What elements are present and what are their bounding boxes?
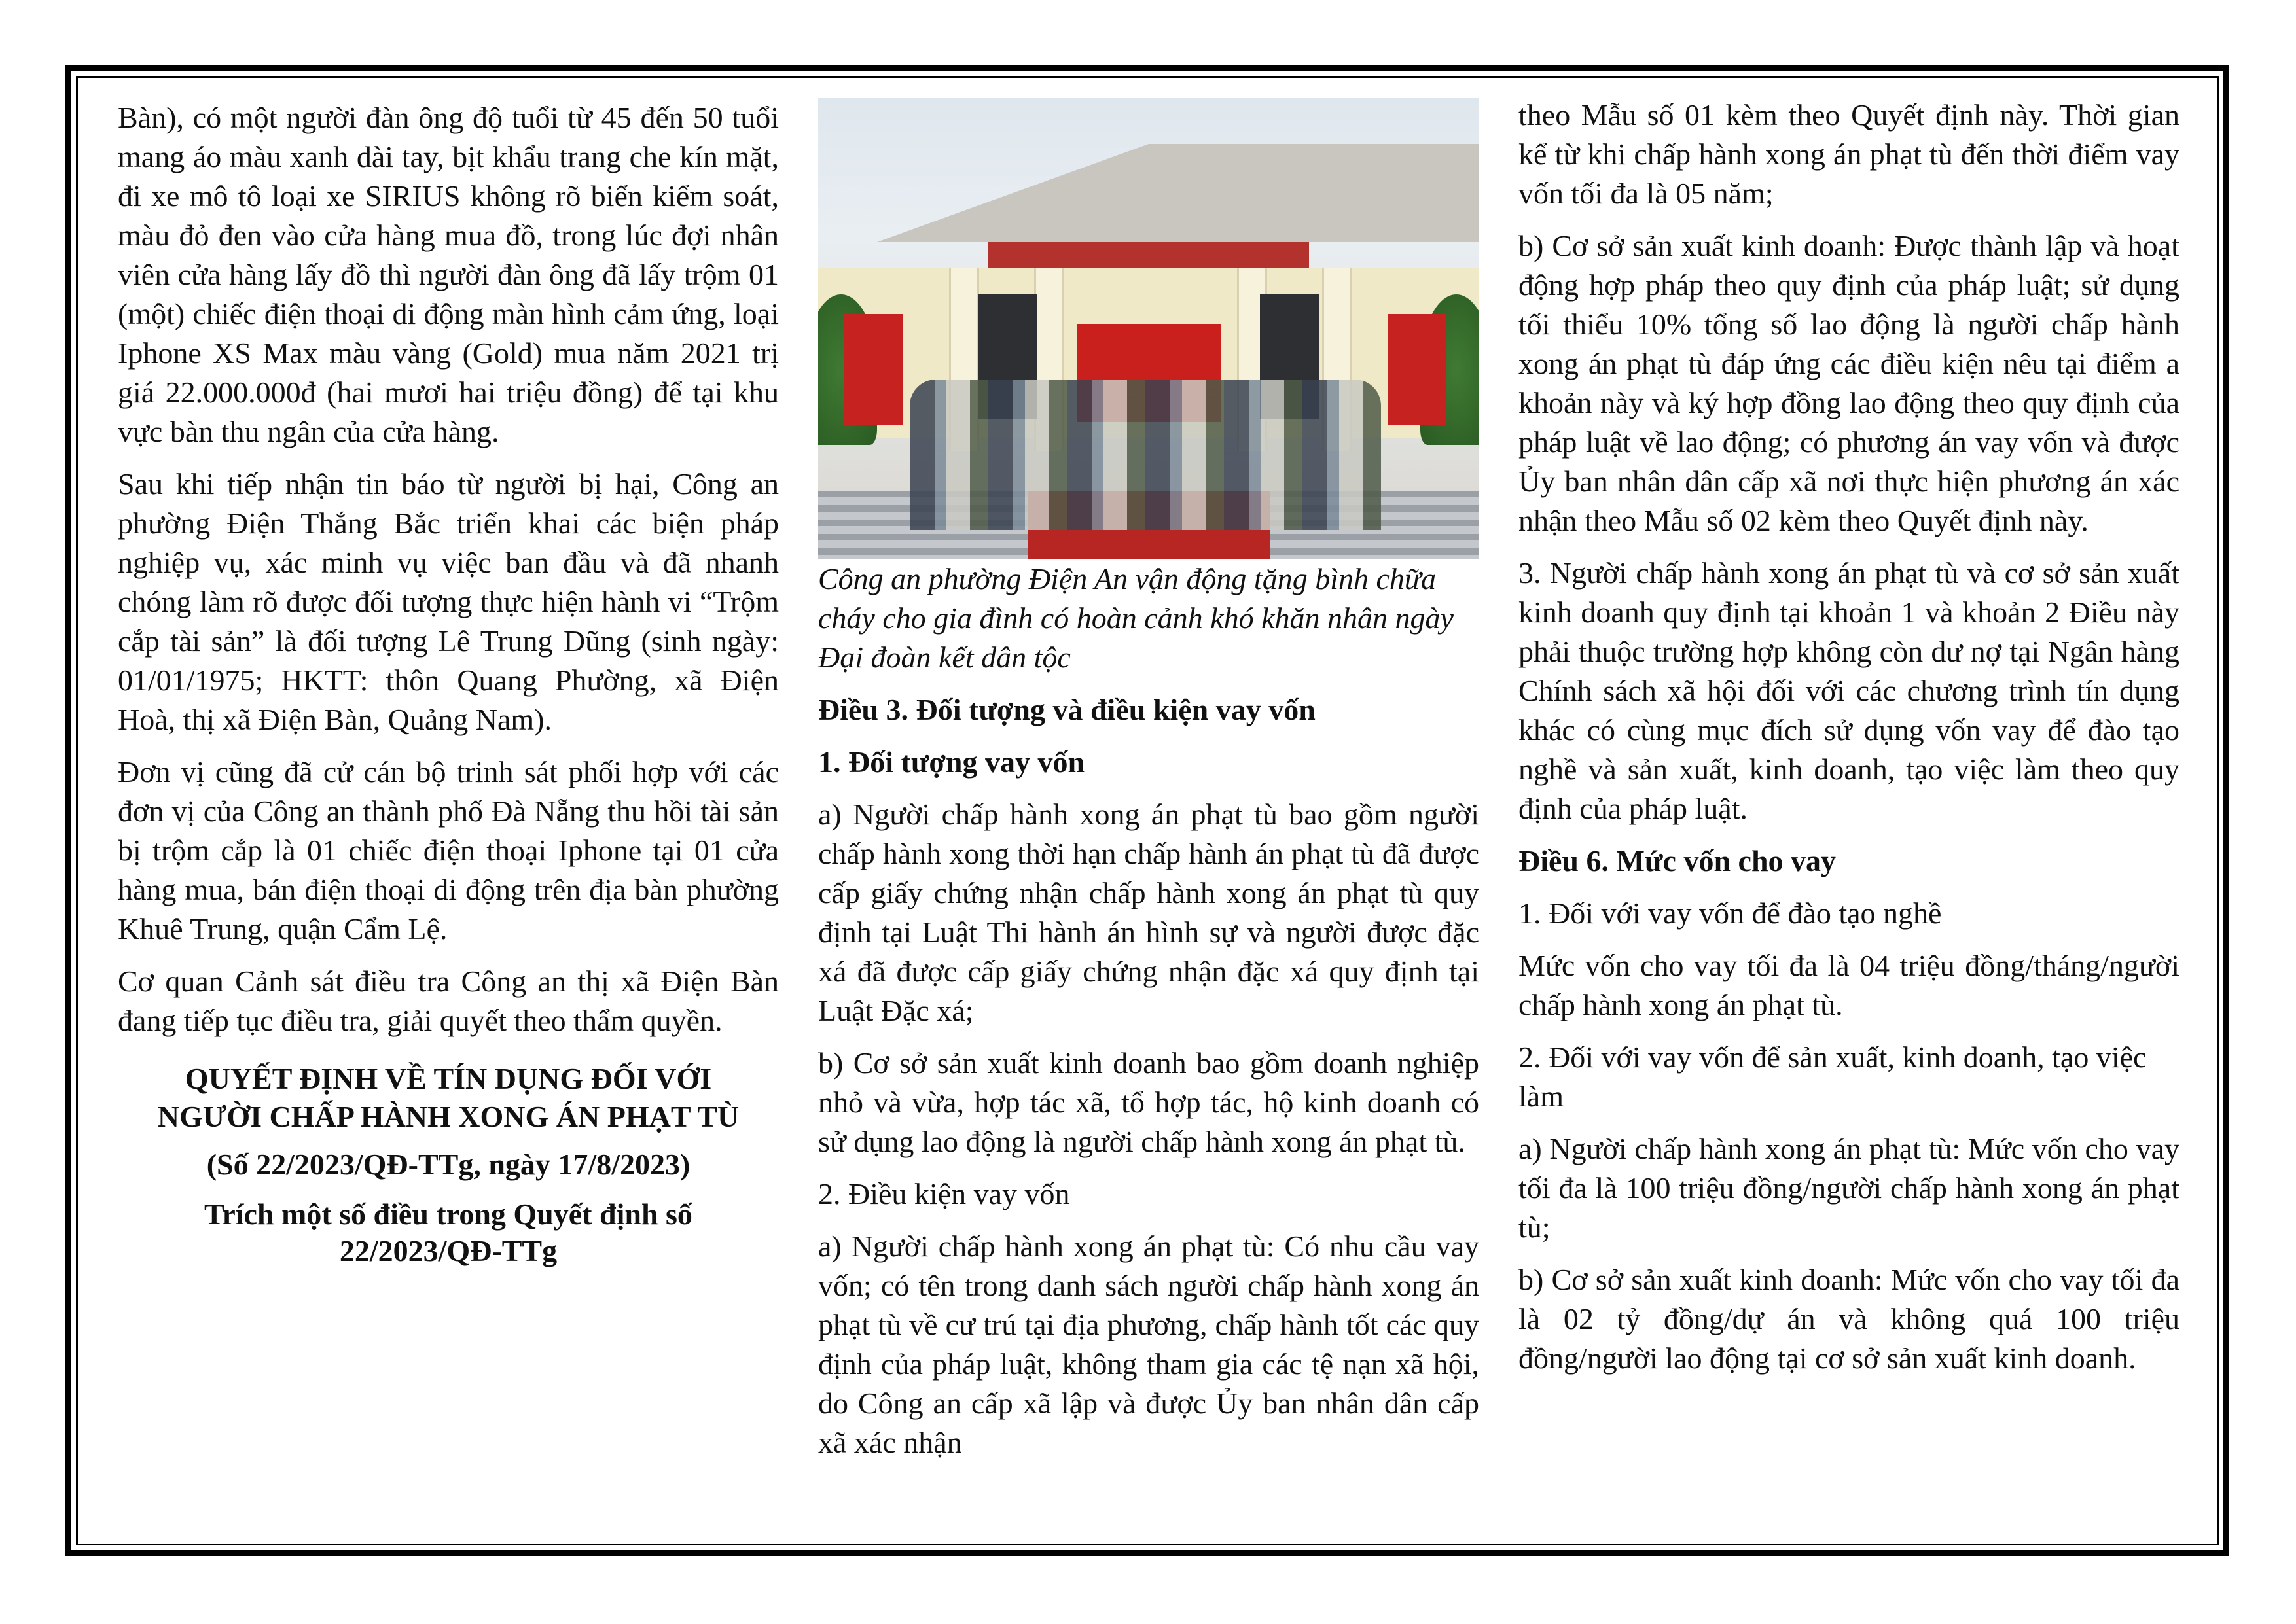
paragraph: 1. Đối với vay vốn để đào tạo nghề xyxy=(1518,896,1942,930)
paragraph: Đơn vị cũng đã cử cán bộ trinh sát phối hợp với các đơn vị của Công an thành phố Đà Nẵng thu hồi tài sản bị trộm cắp là 01 chiếc điện thoại Iphone tại 01 cửa hàng mua, bán điện thoại di động trên địa bàn phường Khuê Trung, quận Cẩm Lệ. xyxy=(118,755,779,945)
paragraph: b) Cơ sở sản xuất kinh doanh: Mức vốn cho vay tối đa là 02 tỷ đồng/dự án và không quá 100 triệu đồng/người lao động tại cơ sở sản xuất kinh doanh. xyxy=(1518,1263,2179,1375)
column-2 xyxy=(818,98,1479,1475)
decision-excerpt-note: Trích một số điều trong Quyết định số 22/2023/QĐ-TTg xyxy=(204,1197,692,1267)
paragraph: 3. Người chấp hành xong án phạt tù và cơ sở sản xuất kinh doanh quy định tại khoản 1 và khoản 2 Điều này phải thuộc trường hợp không còn dư nợ tại Ngân hàng Chính sách xã hội đối với các chương trình tín dụng khác có cùng mục đích sử dụng vốn vay để đào tạo nghề và sản xuất, kinh doanh, tạo việc làm theo quy định của pháp luật. xyxy=(1518,556,2179,825)
paragraph: theo Mẫu số 01 kèm theo Quyết định này. Thời gian kể từ khi chấp hành xong án phạt tù đến thời điểm vay vốn tối đa là 05 năm; xyxy=(1518,98,2179,210)
photo-caption: Công an phường Điện An vận động tặng bình chữa cháy cho gia đình có hoàn cảnh khó khăn nhân ngày Đại đoàn kết dân tộc xyxy=(818,562,1454,674)
decision-heading: QUYẾT ĐỊNH VỀ TÍN DỤNG ĐỐI VỚI NGƯỜI CHẤP HÀNH XONG ÁN PHẠT TÙ xyxy=(157,1062,740,1133)
decision-number: (Số 22/2023/QĐ-TTg, ngày 17/8/2023) xyxy=(206,1148,691,1181)
paragraph: Sau khi tiếp nhận tin báo từ người bị hại, Công an phường Điện Thắng Bắc triển khai các biện pháp nghiệp vụ, xác minh vụ việc ban đầu và đã nhanh chóng làm rõ được đối tượng thực hiện hành vi “Trộm cắp tài sản” là đối tượng Lê Trung Dũng (sinh ngày: 01/01/1975; HKTT: thôn Quang Phường, xã Điện Hoà, thị xã Điện Bàn, Quảng Nam). xyxy=(118,467,779,736)
section-2-title: 2. Điều kiện vay vốn xyxy=(818,1177,1070,1210)
column-3 xyxy=(1518,96,2179,1391)
paragraph: a) Người chấp hành xong án phạt tù: Mức vốn cho vay tối đa là 100 triệu đồng/người chấp hành xong án phạt tù; xyxy=(1518,1132,2179,1244)
paragraph: b) Cơ sở sản xuất kinh doanh bao gồm doanh nghiệp nhỏ và vừa, hợp tác xã, tổ hợp tác, hộ kinh doanh có sử dụng lao động là người chấp hành xong án phạt tù. xyxy=(818,1046,1479,1158)
paragraph: a) Người chấp hành xong án phạt tù: Có nhu cầu vay vốn; có tên trong danh sách người chấp hành xong án phạt tù về cư trú tại địa phương, chấp hành tốt các quy định của pháp luật, không tham gia các tệ nạn xã hội, do Công an cấp xã lập và được Ủy ban nhân dân cấp xã xác nhận xyxy=(818,1229,1479,1459)
article-3-title: Điều 3. Đối tượng và điều kiện vay vốn xyxy=(818,693,1316,726)
paragraph: Cơ quan Cảnh sát điều tra Công an thị xã Điện Bàn đang tiếp tục điều tra, giải quyết theo thẩm quyền. xyxy=(118,964,779,1037)
paragraph: a) Người chấp hành xong án phạt tù bao gồm người chấp hành xong thời hạn chấp hành án phạt tù đã được cấp giấy chứng nhận chấp hành xong án phạt tù quy định tại Luật Thi hành án hình sự và người được đặc xá đã được cấp giấy chứng nhận đặc xá quy định tại Luật Đặc xá; xyxy=(818,798,1479,1027)
event-photo xyxy=(818,98,1479,559)
paragraph: 2. Đối với vay vốn để sản xuất, kinh doanh, tạo việc làm xyxy=(1518,1040,2147,1113)
paragraph: Mức vốn cho vay tối đa là 04 triệu đồng/tháng/người chấp hành xong án phạt tù. xyxy=(1518,949,2179,1021)
paragraph: b) Cơ sở sản xuất kinh doanh: Được thành lập và hoạt động hợp pháp theo quy định của pháp luật; sử dụng tối thiểu 10% tổng số lao động là người chấp hành xong án phạt tù đáp ứng các điều kiện nêu tại điểm a khoản này và ký hợp đồng lao động theo quy định của pháp luật về lao động; có phương án vay vốn và được Ủy ban nhân dân cấp xã nơi thực hiện phương án xác nhận theo Mẫu số 02 kèm theo Quyết định này. xyxy=(1518,229,2179,537)
column-1 xyxy=(118,98,779,1269)
paragraph: Bàn), có một người đàn ông độ tuổi từ 45 đến 50 tuổi mang áo màu xanh dài tay, bịt khẩu trang che kín mặt, đi xe mô tô loại xe SIRIUS không rõ biển kiểm soát, màu đỏ đen vào cửa hàng mua đồ, trong lúc đợi nhân viên cửa hàng lấy đồ thì người đàn ông đã lấy trộm 01 (một) chiếc điện thoại di động màn hình cảm ứng, loại Iphone XS Max màu vàng (Gold) mua năm 2021 trị giá 22.000.000đ (hai mươi hai triệu đồng) để tại khu vực bàn thu ngân của cửa hàng. xyxy=(118,101,779,448)
article-6-title: Điều 6. Mức vốn cho vay xyxy=(1518,844,1837,877)
section-1-title: 1. Đối tượng vay vốn xyxy=(818,745,1085,779)
